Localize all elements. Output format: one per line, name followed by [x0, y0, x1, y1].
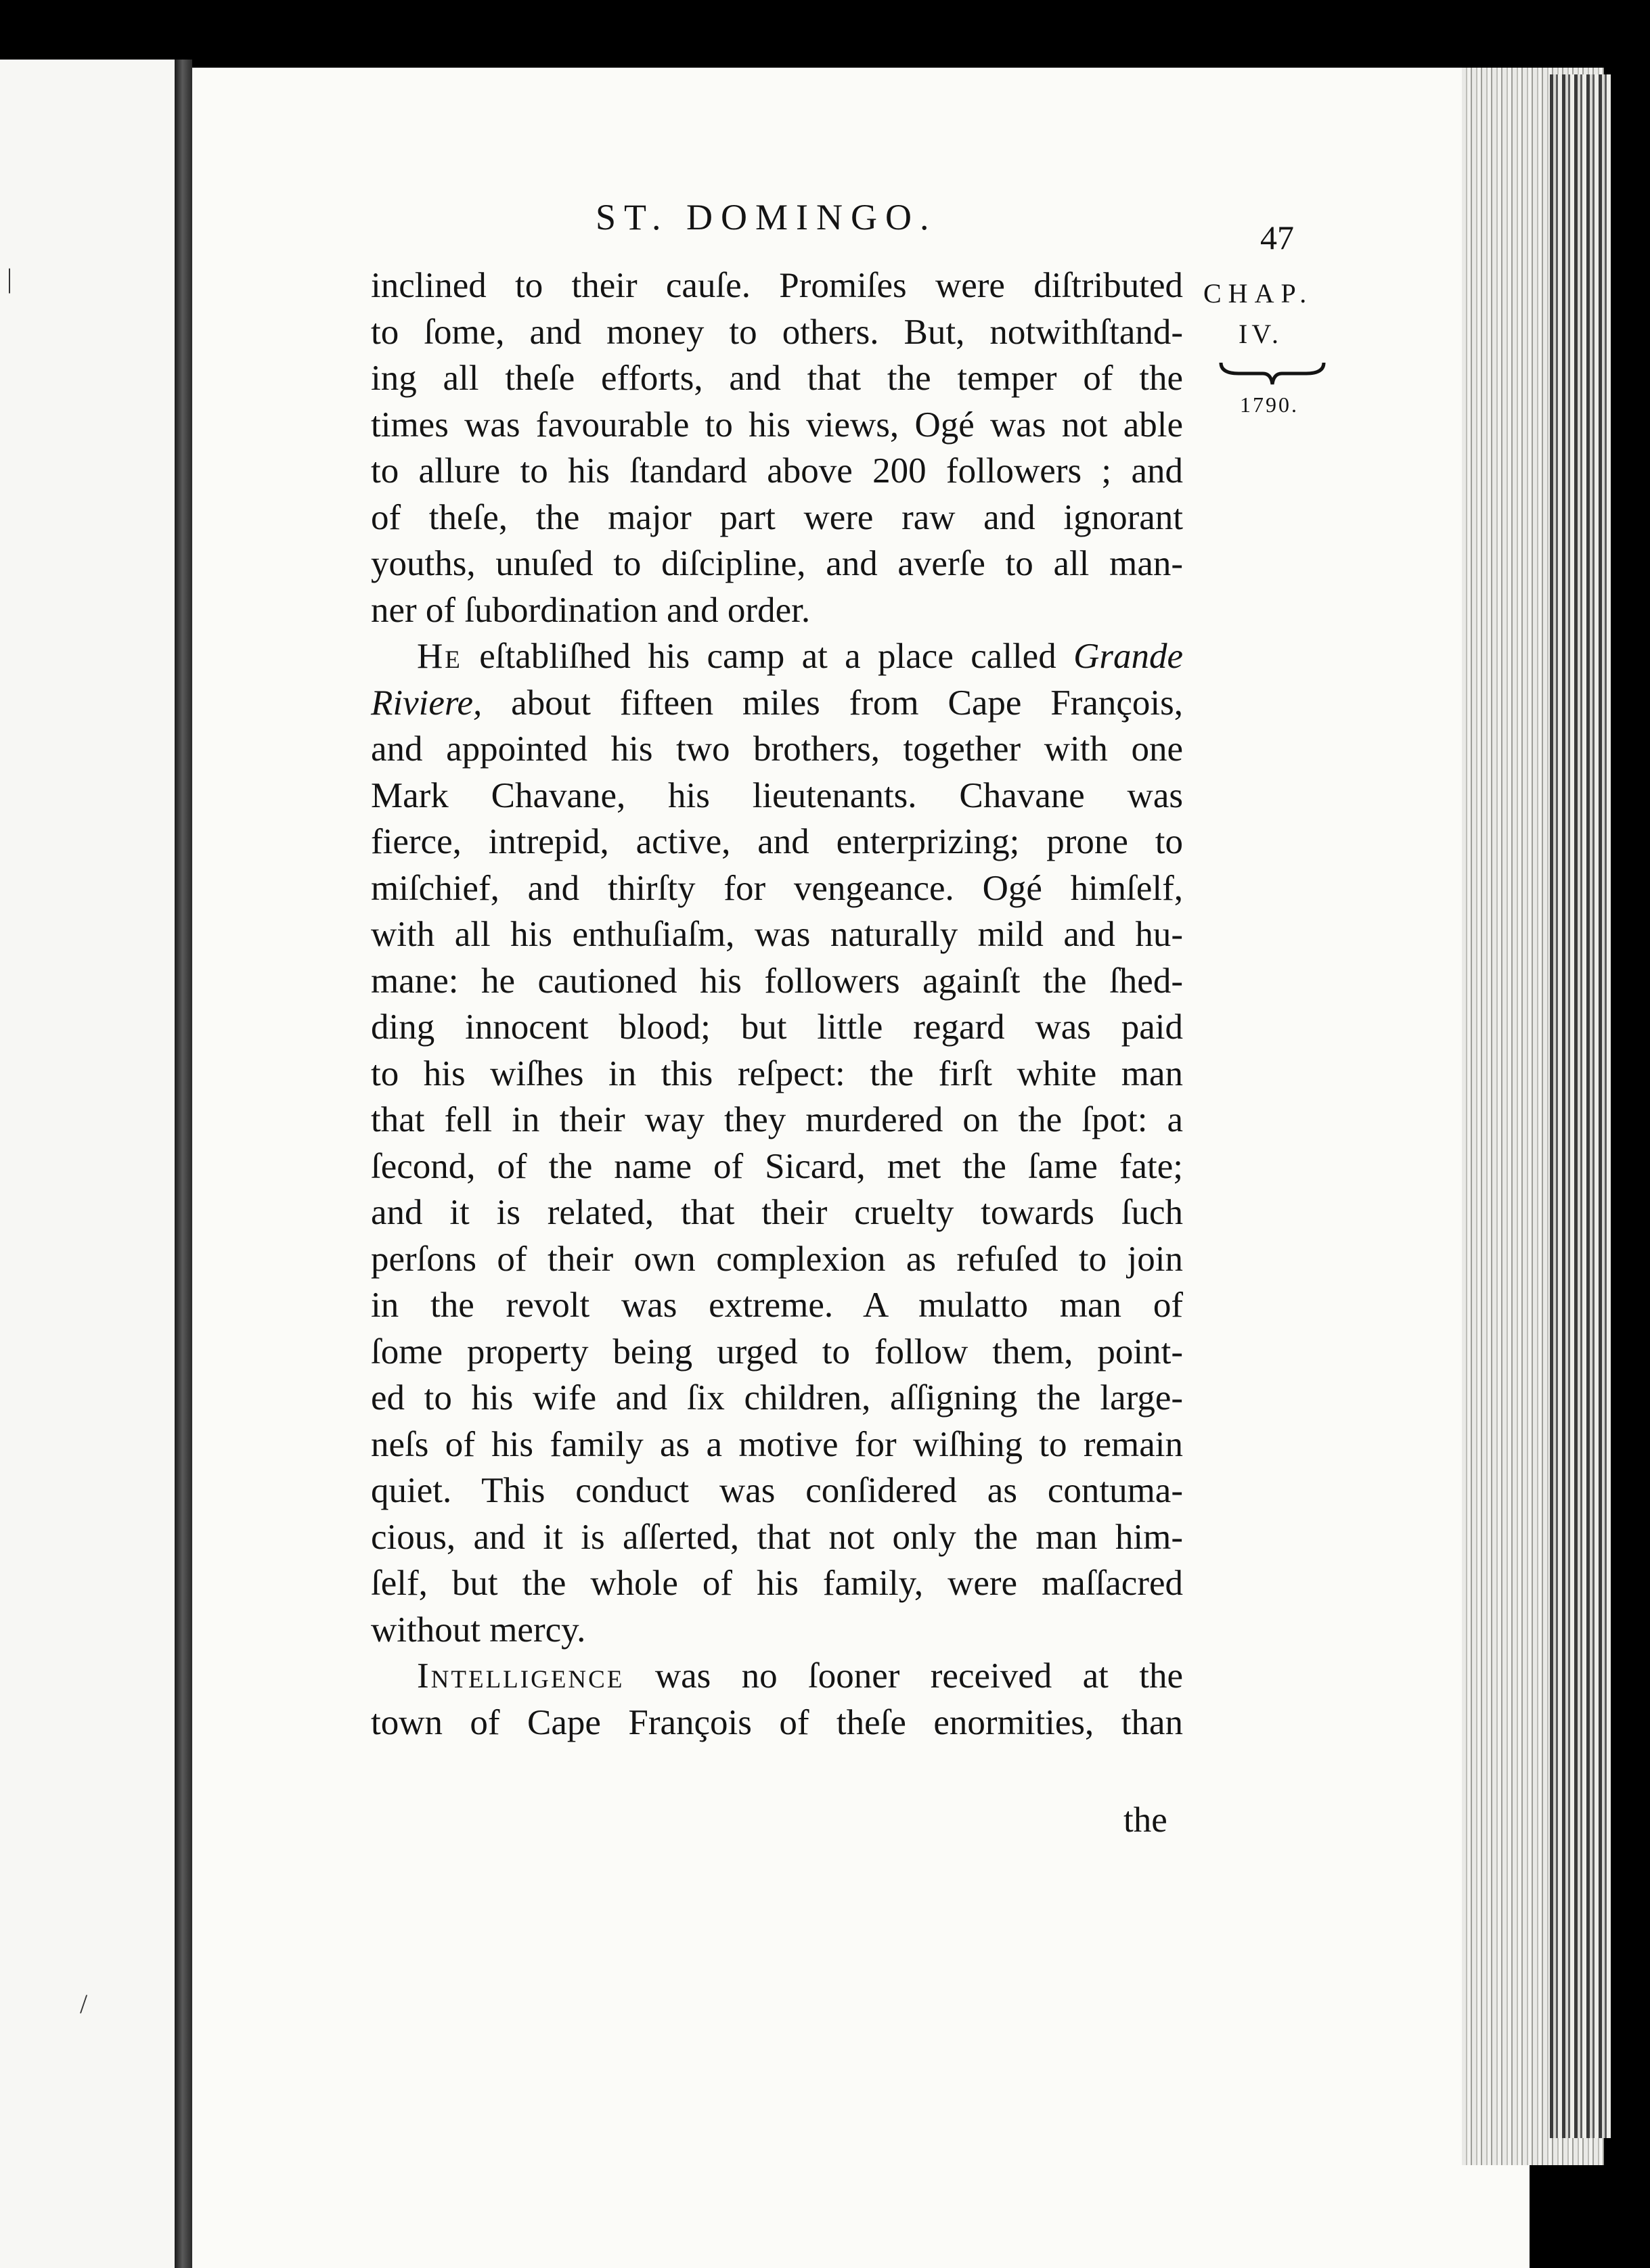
text-line: ſelf, but the whole of his family, were maſſacred	[371, 1564, 1183, 1603]
text-line: perſons of their own complexion as refuſed to join	[371, 1239, 1183, 1279]
curly-brace-icon	[1218, 359, 1326, 387]
text-line: times was favourable to his views, Ogé was not able	[371, 405, 1183, 445]
text-line: with all his enthuſiaſm, was naturally mild and hu-	[371, 915, 1183, 954]
text-line: to his wiſhes in this reſpect: the firſt white man	[371, 1053, 1183, 1093]
text-line: without mercy.	[371, 1610, 586, 1650]
book-gutter	[175, 60, 192, 2268]
margin-year: 1790.	[1240, 392, 1299, 417]
margin-chapter-label: CHAP.	[1203, 278, 1314, 309]
text-line: He eſtabliſhed his camp at a place called Grande	[417, 637, 1183, 676]
paragraph-lead: Intelligence	[417, 1656, 625, 1696]
page-edges-shadow	[1550, 74, 1611, 2138]
text-line: mane: he cautioned his followers againſt the ſhed-	[371, 961, 1183, 1001]
text-line: of theſe, the major part were raw and ignorant	[371, 497, 1183, 537]
text-line: ing all theſe efforts, and that the temper of the	[371, 359, 1183, 398]
text-line: ſecond, of the name of Sicard, met the ſame fate;	[371, 1146, 1183, 1186]
paragraph	[371, 1653, 1183, 1746]
paragraph	[371, 633, 1183, 1653]
text-line: town of Cape François of theſe enormities, than	[371, 1702, 1183, 1742]
facing-page-left	[0, 60, 175, 2268]
text-line: and appointed his two brothers, together with one	[371, 729, 1183, 769]
text-line: ſome property being urged to follow them, point-	[371, 1332, 1183, 1371]
text-line: and it is related, that their cruelty towards ſuch	[371, 1193, 1183, 1232]
page-mark: |	[7, 263, 13, 294]
text-line: Riviere, about fifteen miles from Cape François,	[371, 683, 1183, 723]
margin-chapter-number: IV.	[1239, 319, 1283, 349]
page-number: 47	[1260, 219, 1294, 256]
text-line: to allure to his ſtandard above 200 followers ; and	[371, 451, 1183, 491]
text-line: miſchief, and thirſty for vengeance. Ogé himſelf,	[371, 868, 1183, 908]
text-line: ed to his wife and ſix children, aſſigning the large-	[371, 1378, 1183, 1418]
text-line: Mark Chavane, his lieutenants. Chavane was	[371, 775, 1183, 815]
paragraph-lead: He	[417, 637, 462, 676]
text-line: to ſome, and money to others. But, notwithſtand-	[371, 312, 1183, 352]
text-line: in the revolt was extreme. A mulatto man of	[371, 1286, 1183, 1325]
page-mark: /	[80, 1989, 88, 2019]
body-text	[371, 263, 1183, 1746]
text-line: Intelligence was no ſooner received at the	[417, 1656, 1184, 1696]
text-line: fierce, intrepid, active, and enterprizing; prone to	[371, 822, 1183, 861]
paragraph	[371, 263, 1183, 633]
text-line: neſs of his family as a motive for wiſhing to remain	[371, 1424, 1183, 1464]
text-line: youths, unuſed to diſcipline, and averſe to all man-	[371, 544, 1183, 583]
text-line: inclined to their cauſe. Promiſes were diſtributed	[371, 266, 1183, 305]
catchword: the	[1123, 1800, 1167, 1840]
running-head: ST. DOMINGO.	[596, 197, 937, 237]
text-line: ding innocent blood; but little regard was paid	[371, 1007, 1183, 1047]
text-line: cious, and it is aſſerted, that not only the man him-	[371, 1517, 1183, 1557]
text-line: that fell in their way they murdered on the ſpot: a	[371, 1100, 1183, 1139]
text-line: ner of ſubordination and order.	[371, 590, 811, 630]
text-line: quiet. This conduct was conſidered as contuma-	[371, 1471, 1183, 1510]
